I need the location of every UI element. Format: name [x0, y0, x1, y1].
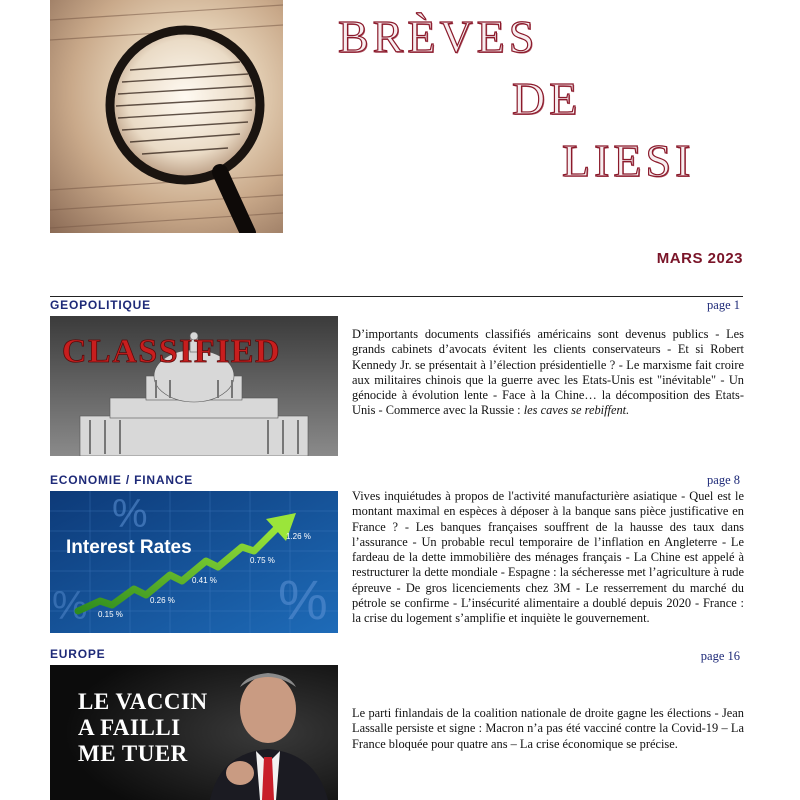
section-heading-geopolitique: GEOPOLITIQUE: [50, 298, 151, 312]
section-heading-economie-finance: ECONOMIE / FINANCE: [50, 473, 194, 487]
magnifying-glass-newspaper-image: [50, 0, 283, 233]
vaccine-headline-line-3: ME TUER: [78, 741, 188, 766]
rate-label-4: 0.75 %: [250, 556, 275, 565]
vaccine-headline-line-2: A FAILLI: [78, 715, 181, 740]
page-ref-europe: page 16: [700, 649, 740, 663]
header-divider: [50, 296, 743, 297]
section-body-economie-finance: Vives inquiétudes à propos de l'activité manufacturière asiatique - Quel est le montant maximal en espèces à déposer à la banque sans pièce justificative en France ? - Les banques françaises souffrent de la hausse des taux dans l’assurance - Un probable recul temporaire de l’inflation en Angleterre - Le fardeau de la dette immobilière des ménages français - La Chine est appelé à restructurer la dette mondiale - Espagne : la sécheresse met l’agriculture à rude épreuve - De gros licenciements chez 3M - Le resserrement du marché du pétrole se confirme - L’insécurité alimentaire a doublé depuis 2020 - France : la crise du logement s’amplifie et inquiète le gouvernement.: [352, 489, 744, 626]
interest-rates-title: Interest Rates: [66, 537, 192, 558]
vaccine-headline-line-1: LE VACCIN: [78, 689, 208, 714]
section-body-geopolitique-text: D’importants documents classifiés américains sont devenus publics - Les grands cabinets d’avocats évitent les clients conservateurs - Et si Robert Kennedy Jr. se présentait à l’élection présidentielle ? - Le marxisme fait croire aux militaires chinois que la guerre avec les Etats-Unis est "inévitable" - Un génocide à évolution lente - Face à la Chine… la décomposition des Etats-Unis - Commerce avec la Russie :: [352, 327, 744, 418]
title-line-2: DE: [512, 73, 582, 124]
title-line-1: BRÈVES: [338, 11, 539, 62]
svg-text:%: %: [112, 492, 148, 536]
rate-label-2: 0.26 %: [150, 596, 175, 605]
section-heading-europe: EUROPE: [50, 647, 106, 661]
rate-label-3: 0.41 %: [192, 576, 217, 585]
vaccine-portrait-image: [50, 665, 338, 800]
page-ref-economie-finance: page 8: [707, 473, 740, 487]
section-body-geopolitique-italic: les caves se rebiffent.: [523, 403, 630, 418]
capitol-classified-image: [50, 316, 338, 456]
rate-label-5: 1.26 %: [286, 532, 311, 541]
classified-image-text: CLASSIFIED: [62, 333, 282, 370]
magnifying-glass-icon: [50, 0, 283, 233]
section-body-geopolitique: [352, 327, 744, 419]
svg-text:%: %: [52, 584, 88, 628]
issue-date: MARS 2023: [656, 250, 743, 267]
page-ref-geopolitique: page 1: [707, 298, 740, 312]
svg-text:%: %: [278, 568, 328, 631]
section-body-europe: Le parti finlandais de la coalition nationale de droite gagne les élections - Jean Lassalle persiste et signe : Macron n’a pas été vacciné contre la Covid-19 – La France bloquée pour quatre ans – La crise économique se précise.: [352, 706, 744, 751]
rate-label-1: 0.15 %: [98, 610, 123, 619]
interest-rates-chart-image: [50, 491, 338, 633]
title-line-3: LIESI: [562, 135, 695, 186]
